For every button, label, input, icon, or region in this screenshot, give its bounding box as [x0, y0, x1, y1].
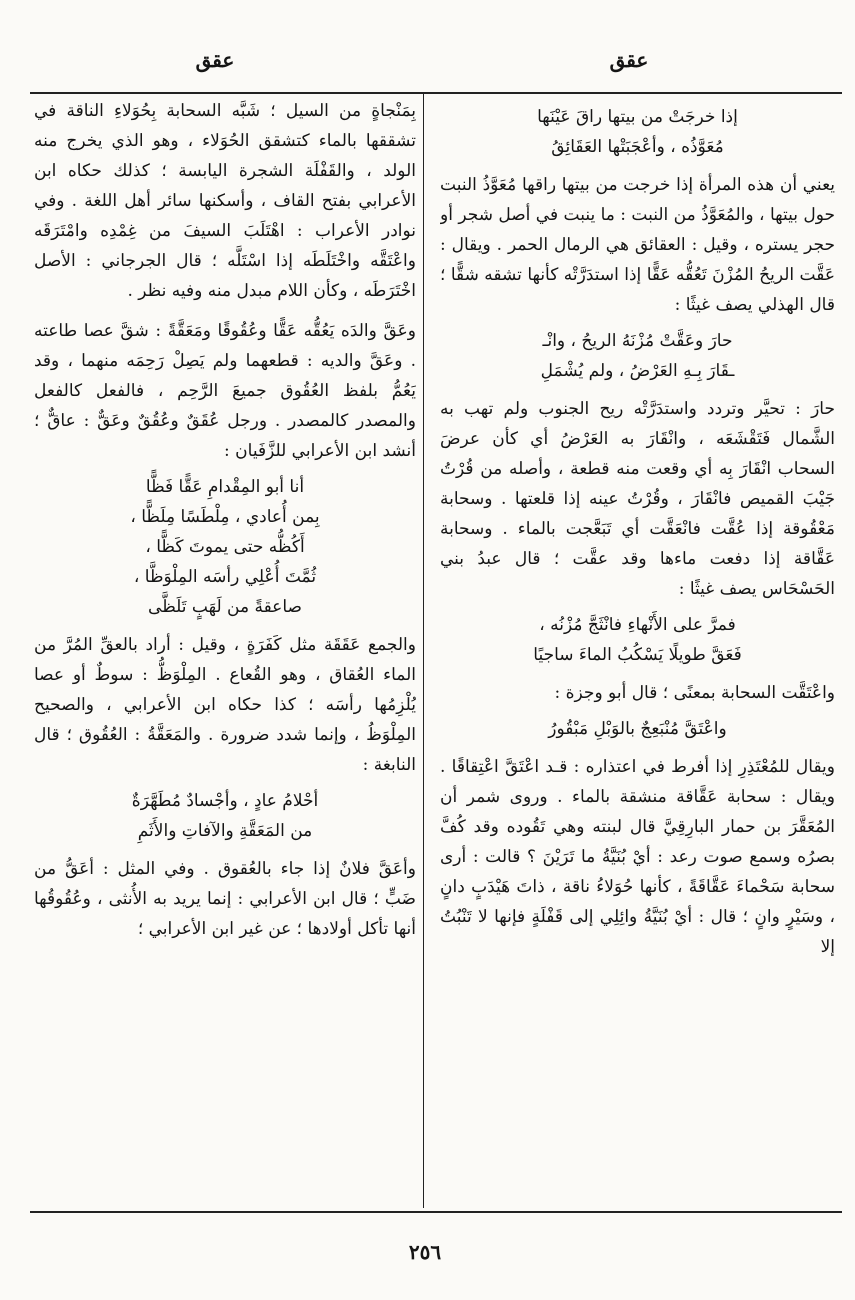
- paragraph: حارَ : تحيَّر وتردد واستدَرَّتْه ريح الجنوب ولم تهب به الشَّمال فَتَقْشَعَه ، وانْقَارَ به العَرْضُ أي كأن عرضَ السحاب انْقَارَ بِه أي وقعت منه قطعة ، وأصله من قُرْتُ جَيْبَ القميص فانْقَارَ ، وقُرْتُ عينه إذا قلعتها . وسحابة مَعْقُوقة إذا عُقَّت فانْعَقَّت أي تَبَعَّجت بالماء . وسحابة عَقَّاقة إذا دفعت ماءها وقد عقَّت ؛ قال عبدُ بني الحَسْحَاس يصف غيثًا :: [440, 399, 835, 599]
- paragraph: واعْتَقَّت السحابة بمعنًى ؛ قال أبو وجزة :: [554, 683, 835, 703]
- verse-line: صاعقةً من لَهَبٍ تَلَظَّى: [148, 597, 302, 617]
- verse-block: [440, 102, 835, 162]
- paragraph: ويقال للمُعْتَذِرِ إذا أفرط في اعتذاره : قـد اعْتَقَّ اعْتِقاقًا . ويقال : سحابة عَقَّاقة منشقة بالماء . وروى شمر أن المُعَقَّرَ بن حمار البارِقِيَّ قال لبنته وهي تَقُوده وقد كُفَّ بصرُه وسمع صوت رعد : أيْ بُنَيَّةُ ما تَرَيْنَ ؟ قالت : أرى سحابة سَحْماءَ عَقَّاقَةً ، كأنها حُوَلاءُ ناقة ، ذاتَ هَيْدَبٍ دانٍ ، وسَيْرٍ وانٍ ؛ قال : أيْ بُنَيَّةُ وائِلِي إلى قَفْلَةٍ فإنها لا تَنْبُتُ إلا: [440, 757, 835, 957]
- verse-line: من المَعَقَّةِ والآفاتِ والأَثَمِ: [137, 821, 313, 841]
- running-header-right: عقق: [609, 48, 649, 72]
- running-header-left: عقق: [195, 48, 235, 72]
- paragraph: والجمع عَقَقَة مثل كَفَرَةٍ ، وقيل : أراد بالعقِّ المُرَّ من الماء العُقاق ، وهو القُعاع . المِلْوَظُّ : سوطٌ أو عصا يُلْزِمُها رأسَه ؛ كذا حكاه ابن الأعرابي ، والصحيح المِلْوَظُ ، وإنما شدد ضرورة . والمَعَقَّةُ : العُقُوق ؛ قال النابغة :: [34, 635, 416, 775]
- verse-line: أحْلامُ عادٍ ، وأجْسادٌ مُطَهَّرَةٌ: [131, 791, 319, 811]
- verse-line: مُعَوَّذُه ، وأعْجَبَتْها العَقَائِقُ: [551, 137, 724, 157]
- verse-block: [34, 786, 416, 846]
- column-divider: [423, 93, 424, 1208]
- verse-block: [34, 472, 416, 622]
- paragraph: بِمَنْجاةٍ من السيل ؛ شَبَّه السحابة بِحُوَلاءِ الناقة في تشققها بالماء كتشقق الحُوَلاء ، وهو الذي يخرج منه الولد ، والقَفْلَة الشجرة اليابسة ؛ كذلك حكاه ابن الأعرابي بفتح القاف ، وأسكنها سائر أهل اللغة . وفي نوادر الأعراب : اهْتَلَبَ السيفَ من غِمْدِه وامْتَرَقَه واعْتَقَّه واخْتَلَطَه إذا اسْتَلَّه ؛ قال الجرجاني : الأصل اخْتَرَطَه ، وكأن اللام مبدل منه وفيه نظر .: [34, 101, 416, 301]
- verse-line: أنا أبو المِقْدامِ عَقًّا فَظًّا: [145, 477, 305, 497]
- right-column: [440, 96, 835, 1206]
- left-column: [34, 96, 416, 1206]
- verse-line: واعْتَقَّ مُنْبَعِجٌ بالوَبْلِ مَبْقُورُ: [548, 719, 727, 739]
- verse-line: حارَ وعَقَّتْ مُزْنَهُ الريحُ ، وانْـ: [542, 331, 733, 351]
- verse-line: ثُمَّتَ أُعْلِي رأسَه المِلْوَظَّا ،: [133, 567, 317, 587]
- verse-line: فمرَّ على الأَنْهاءِ فانْثَجَّ مُزْنُه ،: [539, 615, 736, 635]
- paragraph: وأعَقَّ فلانٌ إذا جاء بالعُقوق . وفي المثل : أعَقُّ من ضَبٍّ ؛ قال ابن الأعرابي : إنما يريد به الأُنثى ، وعُقُوقُها أنها تأكل أولادها ؛ عن غير ابن الأعرابي ؛: [34, 859, 416, 939]
- footer-rule: [30, 1211, 842, 1213]
- verse-line: إذا خرجَتْ من بيتها راقَ عَيْنَها: [537, 107, 738, 127]
- verse-block: [440, 714, 835, 744]
- verse-line: بِمن أُعادي ، مِلْطَسًا مِلَظًّا ،: [130, 507, 320, 527]
- paragraph: وعَقَّ والدَه يَعُقُّه عَقًّا وعُقُوقًا ومَعَقَّةً : شقَّ عصا طاعته . وعَقَّ والديه : قطعهما ولم يَصِلْ رَحِمَه منهما ، وقد يَعُمُّ بلفظ العُقُوق جميعَ الرَّحِم ، فالفعل كالفعل والمصدر كالمصدر . ورجل عُقَقٌ وعُقُقٌ وعَقٌّ : عاقٌّ ؛ أنشد ابن الأعرابي للزَّفَيان :: [34, 321, 416, 461]
- verse-line: أَكُظُّه حتى يموتَ كَظًّا ،: [145, 537, 305, 557]
- verse-block: [440, 326, 835, 386]
- page-number: ٢٥٦: [408, 1240, 442, 1264]
- verse-block: [440, 610, 835, 670]
- verse-line: فَعَقَّ طويلًا يَسْكُبُ الماءَ ساجيًا: [533, 645, 742, 665]
- paragraph: يعني أن هذه المرأة إذا خرجت من بيتها راقها مُعَوَّذُ النبت حول بيتها ، والمُعَوَّذُ من النبت : ما ينبت في أصل شجر أو حجر يستره ، وقيل : العقائق هي الرمال الحمر . ويقال : عَقَّت الريحُ المُزْنَ تَعُقُّه عَقًّا إذا استدَرَّتْه كأنها تشقه شقًّا ؛ قال الهذلي يصف غيثًا :: [440, 175, 835, 315]
- verse-line: ـقَارَ بِـهِ العَرْضُ ، ولم يُشْمَلِ: [540, 361, 735, 381]
- header-rule: [30, 92, 842, 94]
